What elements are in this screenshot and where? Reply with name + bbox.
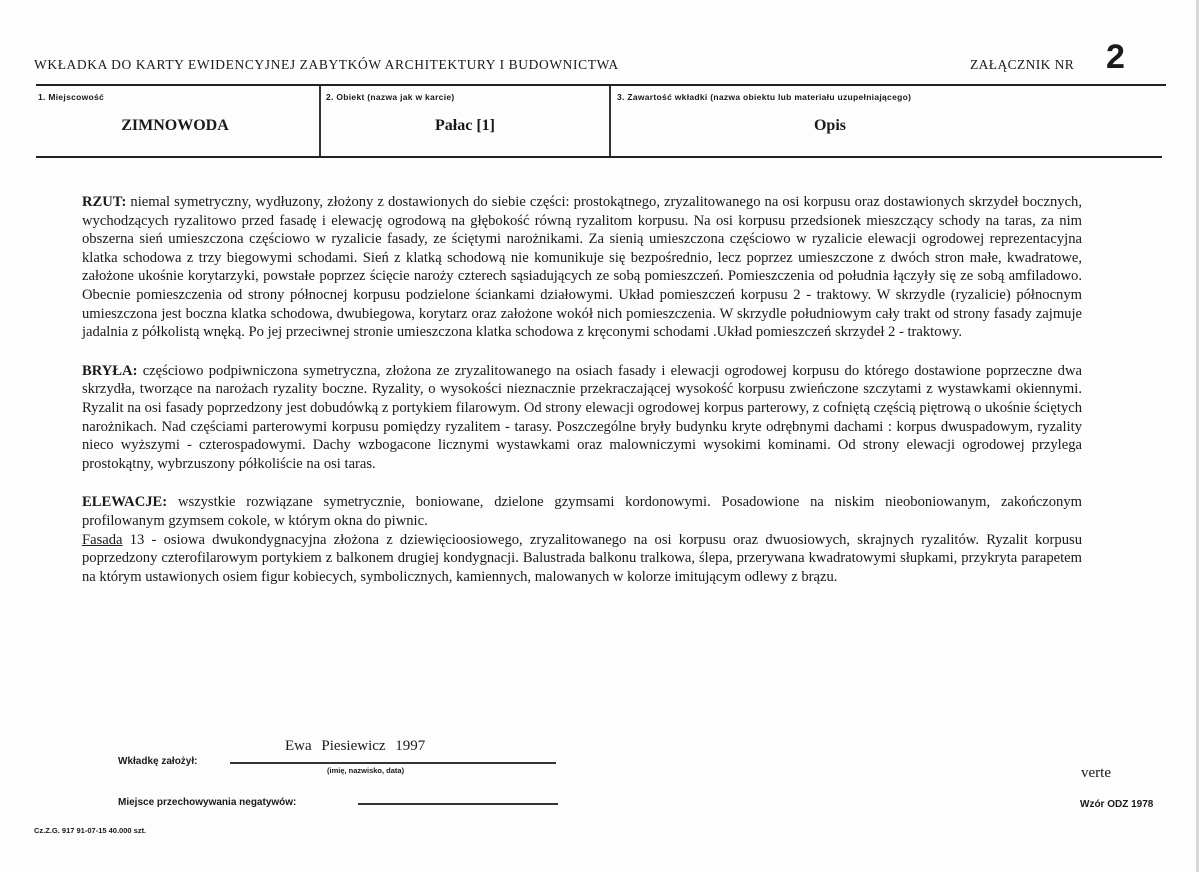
- field-label-object: 2. Obiekt (nazwa jak w karcie): [326, 92, 455, 102]
- section-heading: RZUT:: [82, 194, 127, 210]
- section-bryla: [82, 362, 1082, 474]
- field-value-locality: ZIMNOWODA: [121, 117, 229, 134]
- form-pattern: Wzór ODZ 1978: [1080, 799, 1154, 810]
- fasada-label: Fasada: [82, 531, 123, 548]
- founded-value: Ewa Piesiewicz 1997: [285, 738, 426, 754]
- field-label-locality: 1. Miejscowość: [38, 92, 105, 102]
- field-value-object: Pałac [1]: [435, 117, 495, 134]
- field-label-content: 3. Zawartość wkładki (nazwa obiektu lub materiału uzupełniającego): [617, 92, 912, 102]
- founded-signature-line: [230, 762, 556, 764]
- header-rule-bottom: [36, 156, 1162, 158]
- section-text: niemal symetryczny, wydłuzony, złożony z dostawionych do siebie części: prostokątnego, zryzalitowanego na osi korpusu oraz dostawionych skrzydeł bocznych, wychodzących ryzalitowo przed fasadę i elewację ogrodową na głębokość równą ryzalitom korpusu. Na osi korpusu przedsionek mieszczący schody na taras, za nim obszerna sień umieszczona częściowo w ryzalicie fasady, ze ściętymi narożnikami. Za sienią umieszczona częściowo w ryzalicie elewacji ogrodowej reprezentacyjna klatka schodowa z trzy biegowymi schodami. Sień z klatką schodową nie komunikuje się bezpośrednio, lecz poprzez umieszczone z dwóch stron małe, kwadratowe, założone ukośnie korytarzyki, powstałe poprzez ścięcie naroży czterech sąsiadujących ze sobą pomieszczeń. Pomieszczenia od południa łączyły się ze sobą amfiladowo. Obecnie pomieszczenia od strony północnej korpusu podzielone ściankami działowymi. Układ pomieszczeń korpusu 2 - traktowy. W skrzydle (ryzalicie) północnym umieszczona jest boczna klatka schodowa, dwubiegowa, korytarz oraz założone wokół nich pomieszczenia. W skrzydle południowym cały trakt od strony fasady zajmuje jadalnia z półkolistą wnęką. Po jej przeciwnej stronie umieszczona klatka schodowa z kręconymi schodami .Układ pomieszczeń skrzydeł 2 - traktowy.: [82, 194, 1082, 341]
- storage-label: Miejsce przechowywania negatywów:: [118, 797, 297, 808]
- section-text: wszystkie rozwiązane symetrycznie, boniowane, dzielone gzymsami kordonowymi. Posadowione na niskim nieoboniowanym, zakończonym profilowanym gzymsem cokole, w którym okna do piwnic.: [82, 494, 1082, 529]
- attachment-label: ZAŁĄCZNIK NR: [970, 57, 1075, 72]
- section-elewacje: [82, 493, 1082, 586]
- section-text: częściowo podpiwniczona symetryczna, złożona ze zryzalitowanego na osiach fasady i elewacji ogrodowej korpusu do którego dostawione poprzeczne dwa skrzydła, tworzące na narożach ryzality boczne. Ryzality, o wysokości nieznacznie przekraczającej wysokość korpusu zwieńczone szczytami z wystawkami okiennymi. Ryzalit na osi fasady poprzedzony jest dobudówką z portykiem filarowym. Od strony elewacji ogrodowej korpus parterowy, z cofniętą częścią piętrową o ukośnie ściętych narożnikach. Nad częściami parterowymi korpusu pomiędzy ryzalitem - tarasy. Poszczególne bryły budynku kryte odrębnymi dachami : korpus dwuspadowym, ryzality nieco wyższymi - czterospadowymi. Dachy wzbogacone licznymi wystawkami oraz malowniczymi wysokimi kominami. Od strony elewacji ogrodowej przylega prostokątny, wybrzuszony półkoliście na osi taras.: [82, 362, 1082, 472]
- founded-caption: (imię, nazwisko, data): [327, 766, 405, 775]
- attachment-number: 2: [1106, 38, 1125, 76]
- field-divider: [609, 86, 611, 157]
- storage-line: [358, 803, 558, 805]
- verte-note: verte: [1081, 765, 1111, 781]
- field-divider: [319, 86, 321, 157]
- section-heading: BRYŁA:: [82, 362, 138, 379]
- founded-label: Wkładkę założył:: [118, 756, 198, 767]
- field-value-content: Opis: [813, 117, 846, 134]
- description-body: [82, 193, 1082, 606]
- section-heading: ELEWACJE:: [82, 494, 168, 511]
- print-code: Cz.Z.G. 917 91-07-15 40.000 szt.: [34, 826, 147, 835]
- fasada-text: 13 - osiowa dwukondygnacyjna złożona z dziewięcioosiowego, zryzalitowanego na osi korpusu oraz dwuosiowych, skrajnych ryzalitów. Ryzalit korpusu poprzedzony czterofilarowym portykiem z balkonem drugiej kondygnacji. Balustrada balkonu tralkowa, ślepa, przerywana kwadratowymi słupkami, przykryta parapetem na którym ustawionych osiem figur kobiecych, symbolicznych, kamiennych, malowanych w kolorze imitującym odlewy z brązu.: [82, 531, 1082, 585]
- form-title: WKŁADKA DO KARTY EWIDENCYJNEJ ZABYTKÓW ARCHITEKTURY I BUDOWNICTWA: [34, 57, 619, 72]
- header-rule-top: [36, 84, 1166, 86]
- section-rzut: [82, 193, 1082, 342]
